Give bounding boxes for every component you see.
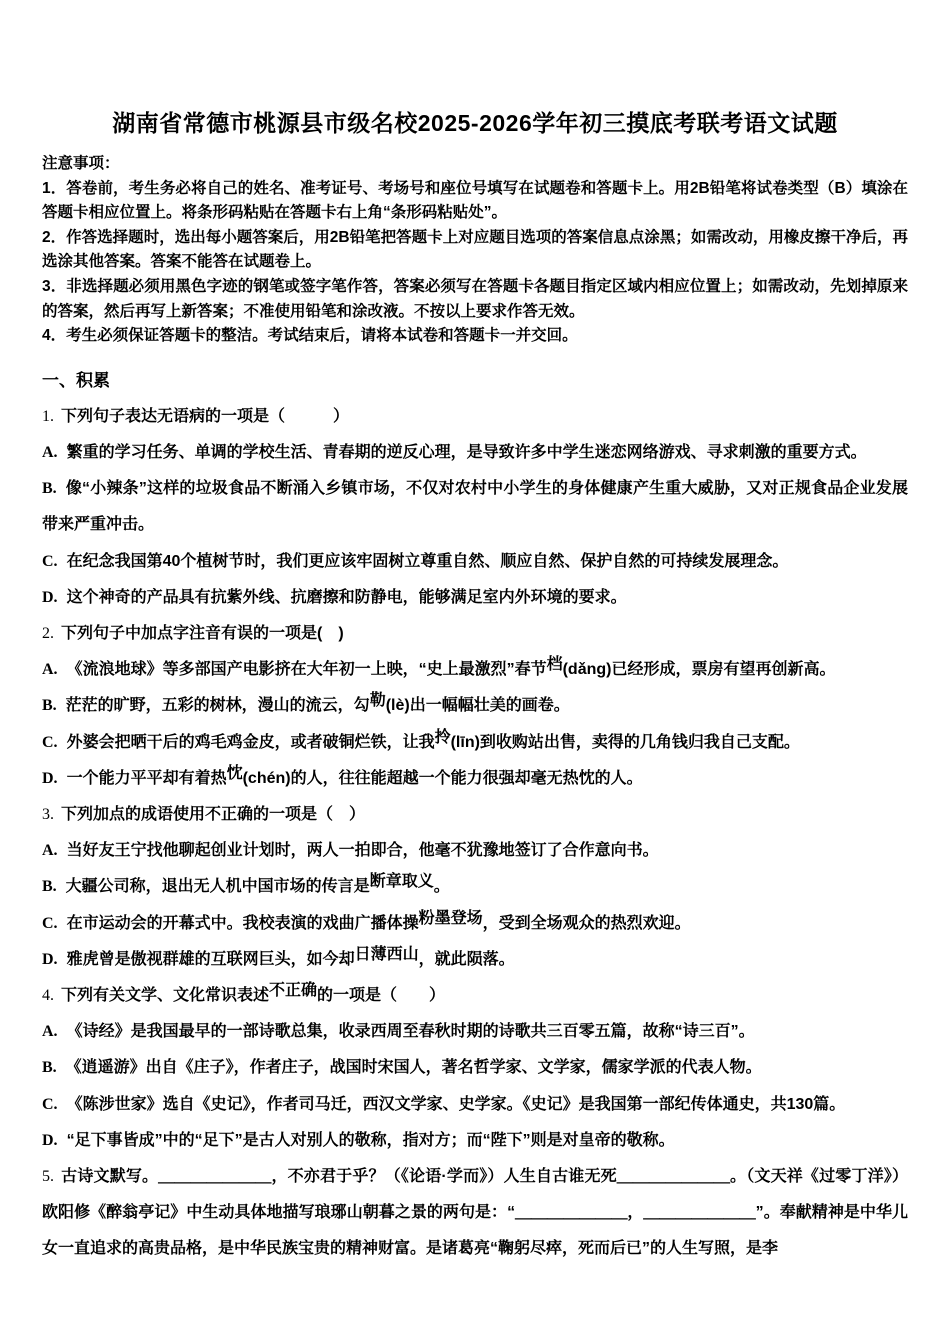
question-5-number: 5.	[42, 1168, 54, 1186]
question-5-stem: 5. 古诗文默写。＿＿＿＿＿＿＿，不亦君于乎？（《论语·学而》）人生自古谁无死＿＿＿＿＿＿＿。（文天祥《过零丁洋》）欧阳修《醉翁亭记》中生动具体地描写琅琊山朝暮之景的两句是：“＿＿＿＿＿＿＿，＿＿＿＿＿＿＿”。奉献精神是中华儿女一直追求的高贵品格，是中华民族宝贵的精神财富。是诸葛亮“鞠躬尽瘁，死而后已”的人生写照，是李	[42, 1168, 908, 1258]
question-2	[42, 616, 908, 797]
question-3-stem: 3. 下列加点的成语使用不正确的一项是（ ）	[42, 805, 366, 823]
notice-section	[42, 152, 908, 349]
notice-heading: 注意事项：	[42, 155, 120, 172]
question-3-option-c: C. 在市运动会的开幕式中。我校表演的戏曲广播体操粉墨登场，受到全场观众的热烈欢迎。	[42, 909, 691, 932]
question-3	[42, 797, 908, 978]
notice-item-3: 3．非选择题必须用黑色字迹的钢笔或签字笔作答，答案必须写在答题卡各题目指定区域内相应位置上；如需改动，先划掉原来的答案，然后再写上新答案；不准使用铅笔和涂改液。不按以上要求作答无效。	[42, 277, 908, 320]
question-1	[42, 399, 908, 616]
question-1-stem: 1. 下列句子表达无语病的一项是（ ）	[42, 407, 350, 425]
question-5	[42, 1159, 908, 1268]
question-4-number: 4.	[42, 987, 54, 1004]
question-1-option-c: C. 在纪念我国第40个植树节时，我们更应该牢固树立尊重自然、顺应自然、保护自然的可持续发展理念。	[42, 552, 789, 570]
question-3-option-a: A. 当好友王宁找他聊起创业计划时，两人一拍即合，他毫不犹豫地签订了合作意向书。	[42, 842, 659, 860]
notice-item-4: 4．考生必须保证答题卡的整洁。考试结束后，请将本试卷和答题卡一并交回。	[42, 327, 578, 345]
question-2-option-b: B. 茫茫的旷野，五彩的树林，漫山的流云，勾勒(lè)出一幅幅壮美的画卷。	[42, 692, 570, 715]
question-4-option-a: A. 《诗经》是我国最早的一部诗歌总集，收录西周至春秋时期的诗歌共三百零五篇，故称“诗三百”。	[42, 1023, 755, 1041]
question-2-number: 2.	[42, 624, 54, 642]
question-2-option-a: A. 《流浪地球》等多部国产电影挤在大年初一上映，“史上最激烈”春节档(dǎng)已经形成，票房有望再创新高。	[42, 656, 836, 679]
question-2-option-d: D. 一个能力平平却有着热忱(chén)的人，往往能超越一个能力很强却毫无热忱的人。	[42, 764, 643, 787]
page-title: 湖南省常德市桃源县市级名校2025-2026学年初三摸底考联考语文试题	[112, 110, 838, 136]
question-4-option-d: D. “足下事皆成”中的“足下”是古人对别人的敬称，指对方；而“陛下”则是对皇帝的敬称。	[42, 1131, 675, 1149]
section-heading-accumulation: 一、积累	[42, 370, 110, 390]
notice-item-1: 1．答卷前，考生务必将自己的姓名、准考证号、考场号和座位号填写在试题卷和答题卡上。用2B铅笔将试卷类型（B）填涂在答题卡相应位置上。将条形码粘贴在答题卡右上角“条形码粘贴处”。	[42, 179, 908, 222]
question-1-option-b: B. 像“小辣条”这样的垃圾食品不断涌入乡镇市场，不仅对农村中小学生的身体健康产生重大威胁，又对正规食品企业发展带来严重冲击。	[42, 480, 908, 534]
question-3-option-b: B. 大疆公司称，退出无人机中国市场的传言是断章取义。	[42, 873, 450, 896]
question-2-option-c: C. 外婆会把晒干后的鸡毛鸡金皮，或者破铜烂铁，让我拎(līn)到收购站出售，卖得的几角钱归我自己支配。	[42, 728, 800, 751]
question-4-stem: 4. 下列有关文学、文化常识表述不正确的一项是（ ）	[42, 982, 446, 1004]
question-1-number: 1.	[42, 407, 54, 425]
question-2-stem: 2. 下列句子中加点字注音有误的一项是( )	[42, 624, 344, 642]
question-1-option-d: D. 这个神奇的产品具有抗紫外线、抗磨擦和防静电，能够满足室内外环境的要求。	[42, 588, 627, 606]
question-4	[42, 978, 908, 1159]
question-4-option-b: B. 《逍遥游》出自《庄子》，作者庄子，战国时宋国人，著名哲学家、文学家，儒家学派的代表人物。	[42, 1059, 762, 1077]
question-3-option-d: D. 雅虎曾是傲视群雄的互联网巨头，如今却日薄西山，就此陨落。	[42, 945, 515, 968]
question-1-option-a: A. 繁重的学习任务、单调的学校生活、青春期的逆反心理，是导致许多中学生迷恋网络游戏、寻求刺激的重要方式。	[42, 443, 867, 461]
question-3-number: 3.	[42, 805, 54, 823]
question-4-option-c: C. 《陈涉世家》选自《史记》，作者司马迁，西汉文学家、史学家。《史记》是我国第一部纪传体通史，共130篇。	[42, 1095, 846, 1113]
notice-item-2: 2．作答选择题时，选出每小题答案后，用2B铅笔把答题卡上对应题目选项的答案信息点涂黑；如需改动，用橡皮擦干净后，再选涂其他答案。答案不能答在试题卷上。	[42, 228, 908, 271]
